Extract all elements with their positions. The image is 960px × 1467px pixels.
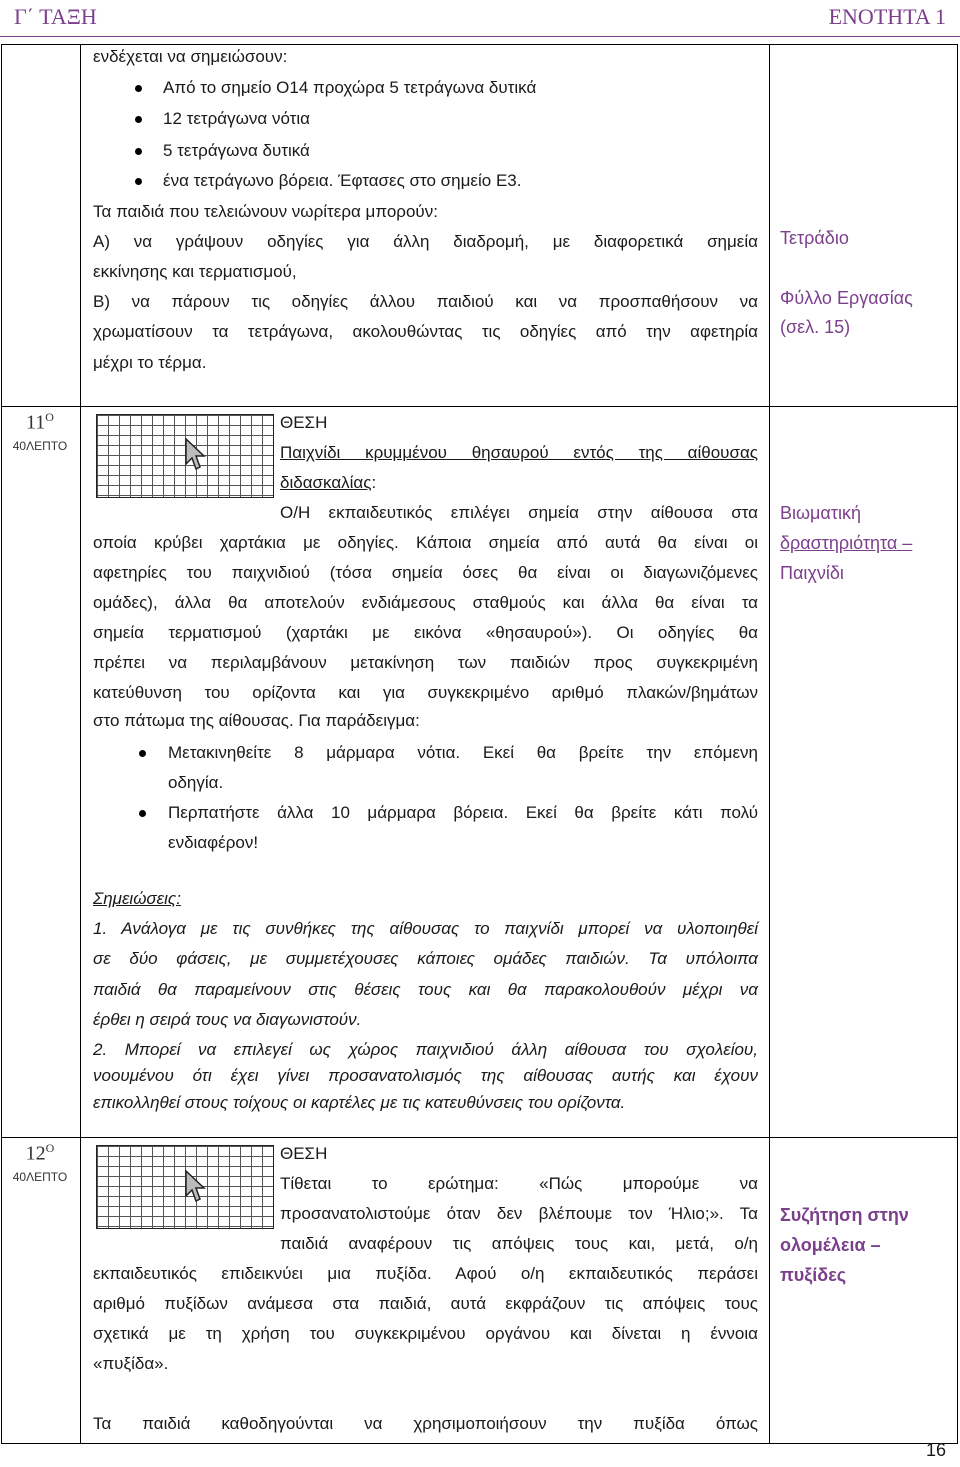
side-material-page: (σελ. 15) [780,317,851,337]
bullet-dot [135,85,142,92]
header-unit-label: ΕΝΟΤΗΤΑ 1 [828,4,946,29]
lesson-11-bullet-cont: οδηγία. [168,773,224,792]
lesson-12-label [0,1141,80,1184]
lesson-11-title-cont: διδασκαλίας: [280,473,377,492]
header-class-label: Γ΄ ΤΑΞΗ [14,4,97,29]
lesson-12-line: σχετικά με τη χρήση του συγκεκριμένου οργάνου και δίνεται η έννοια [93,1324,758,1343]
bullet-dot [135,178,142,185]
lesson-duration: 40ΛΕΠΤΟ [12,438,68,453]
table-divider-lesson [80,44,81,1444]
lesson-12-line: παιδιά αναφέρουν τις απόψεις τους και, μετά, ο/η [280,1234,758,1253]
lesson-11-line: Ο/Η εκπαιδευτικός επιλέγει σημεία στην αίθουσα στα [280,503,758,522]
side-activity-game: Παιχνίδι [780,563,844,583]
lesson-11-bullet: Μετακινηθείτε 8 μάρμαρα νότια. Εκεί θα βρείτε την επόμενη [168,743,758,762]
block1-line: εκκίνησης και τερματισμού, [93,262,297,281]
lesson-12-line: «πυξίδα». [93,1354,169,1373]
bullet-dot [135,148,142,155]
lesson-11-line: κατεύθυνση του ορίζοντα και για συγκεκριμένο αριθμό πλακών/βημάτων [93,683,758,702]
block1-line: μέχρι το τέρμα. [93,353,207,372]
note-line: 1. Ανάλογα με τις συνθήκες της αίθουσας το παιχνίδι μπορεί να υλοποιηθεί [93,919,758,938]
bullet-dot [139,750,146,757]
side-material-notebook: Τετράδιο [780,228,849,248]
lesson-11-bullet-cont: ενδιαφέρον! [168,833,259,852]
note-line: 2. Μπορεί να επιλεγεί ως χώρος παιχνιδιού άλλη αίθουσα του σχολείου, [93,1040,758,1059]
table-bottom-border [1,1443,958,1444]
lesson-11-line: ομάδες), άλλα θα αποτελούν ενδιάμεσους σταθμούς και άλλα θα είναι τα [93,593,758,612]
side-activity-type: δραστηριότητα – [780,533,913,553]
note-line: σε δύο φάσεις, με συμμετέχουσες κάποιες ομάδες παιδιών. Τα υπόλοιπα [93,949,758,968]
lesson-12-line: αριθμό πυξίδων ανάμεσα στα παιδιά, αυτά εκφράζουν τις απόψεις τους [93,1294,758,1313]
lesson-number: $12^O$ [25,1141,55,1165]
note-line: νοουμένου ότι έχει γίνει προσανατολισμός της αίθουσας αυτής και έχουν [93,1066,758,1085]
cursor-arrow-icon [184,1170,206,1204]
block1-bullet: Από το σημείο Ο14 προχώρα 5 τετράγωνα δυτικά [163,78,537,97]
block1-bullet: 12 τετράγωνα νότια [163,109,310,128]
header-rule [0,36,960,37]
side-activity-experiential: Βιωματική [780,503,861,523]
block1-intro: ενδέχεται να σημειώσουν: [93,47,288,66]
block1-bullet: ένα τετράγωνο βόρεια. Έφτασες στο σημείο Ε3. [163,171,522,190]
lesson-11-line: πρέπει να περιλαμβάνουν μετακίνηση των παιδιών προς συγκεκριμένη [93,653,758,672]
lesson-11-line: στο πάτωμα της αίθουσας. Για παράδειγμα: [93,711,420,730]
lesson-11-bullet: Περπατήστε άλλα 10 μάρμαρα βόρεια. Εκεί θα βρείτε κάτι πολύ [168,803,758,822]
note-line: έρθει η σειρά τους να διαγωνιστούν. [93,1010,362,1029]
side-plenary: ολομέλεια – [780,1235,881,1255]
lesson-11-title: Παιχνίδι κρυμμένου θησαυρού εντός της αίθουσας [280,443,758,462]
side-compasses: πυξίδες [780,1265,847,1285]
block1-line: Α) να γράψουν οδηγίες για άλλη διαδρομή, με διαφορετικά σημεία [93,232,758,251]
lesson-duration: 40ΛΕΠΤΟ [12,1169,68,1184]
table-divider-side [769,44,770,1444]
row-divider-11 [1,406,958,407]
lesson-12-line: Τίθεται το ερώτημα: «Πώς μπορούμε να [280,1174,758,1193]
lesson-11-line: σημεία τερματισμού (χαρτάκι με εικόνα «θησαυρού»). Οι οδηγίες θα [93,623,758,642]
bullet-dot [135,116,142,123]
lesson-12-line: εκπαιδευτικός επιδεικνύει μια πυξίδα. Αφού ο/η εκπαιδευτικός περάσει [93,1264,758,1283]
bullet-dot [139,810,146,817]
table-border-left [1,44,2,1444]
block1-line: χρωματίσουν τα τετράγωνα, ακολουθώντας τις οδηγίες από την αφετηρία [93,322,758,341]
page-number: 16 [925,1440,946,1460]
lesson-11-label [0,410,80,453]
lesson-12-line: προσανατολιστούμε όταν δεν βλέπουμε τον Ήλιο;». Τα [280,1204,758,1223]
lesson-11-heading: ΘΕΣΗ [280,413,328,432]
lesson-12-line: Τα παιδιά καθοδηγούνται να χρησιμοποιήσουν την πυξίδα όπως [93,1414,758,1433]
block1-line: Τα παιδιά που τελειώνουν νωρίτερα μπορούν: [93,202,438,221]
cursor-arrow-icon [184,438,206,472]
block1-line: Β) να πάρουν τις οδηγίες άλλου παιδιού και να προσπαθήσουν να [93,292,758,311]
side-discussion: Συζήτηση στην [780,1205,909,1225]
notes-title: Σημειώσεις: [93,889,181,908]
lesson-number: $11^O$ [26,410,54,434]
side-material-worksheet: Φύλλο Εργασίας [780,288,913,308]
note-line: παιδιά θα παραμείνουν στις θέσεις τους και θα παρακολουθούν μέχρι να [93,980,758,999]
lesson-11-line: οποία κρύβει χαρτάκια με οδηγίες. Κάποια σημεία από αυτά θα είναι οι [93,533,758,552]
block1-bullet: 5 τετράγωνα δυτικά [163,141,310,160]
note-line: επικολληθεί στους τοίχους οι καρτέλες με τις κατευθύνσεις του ορίζοντα. [93,1093,626,1112]
table-border-right [957,44,958,1444]
lesson-11-line: αφετηρίες του παιχνιδιού (τόσα σημεία όσες θα είναι οι διαγωνιζόμενες [93,563,758,582]
row-divider-12 [1,1137,958,1138]
lesson-12-heading: ΘΕΣΗ [280,1144,328,1163]
